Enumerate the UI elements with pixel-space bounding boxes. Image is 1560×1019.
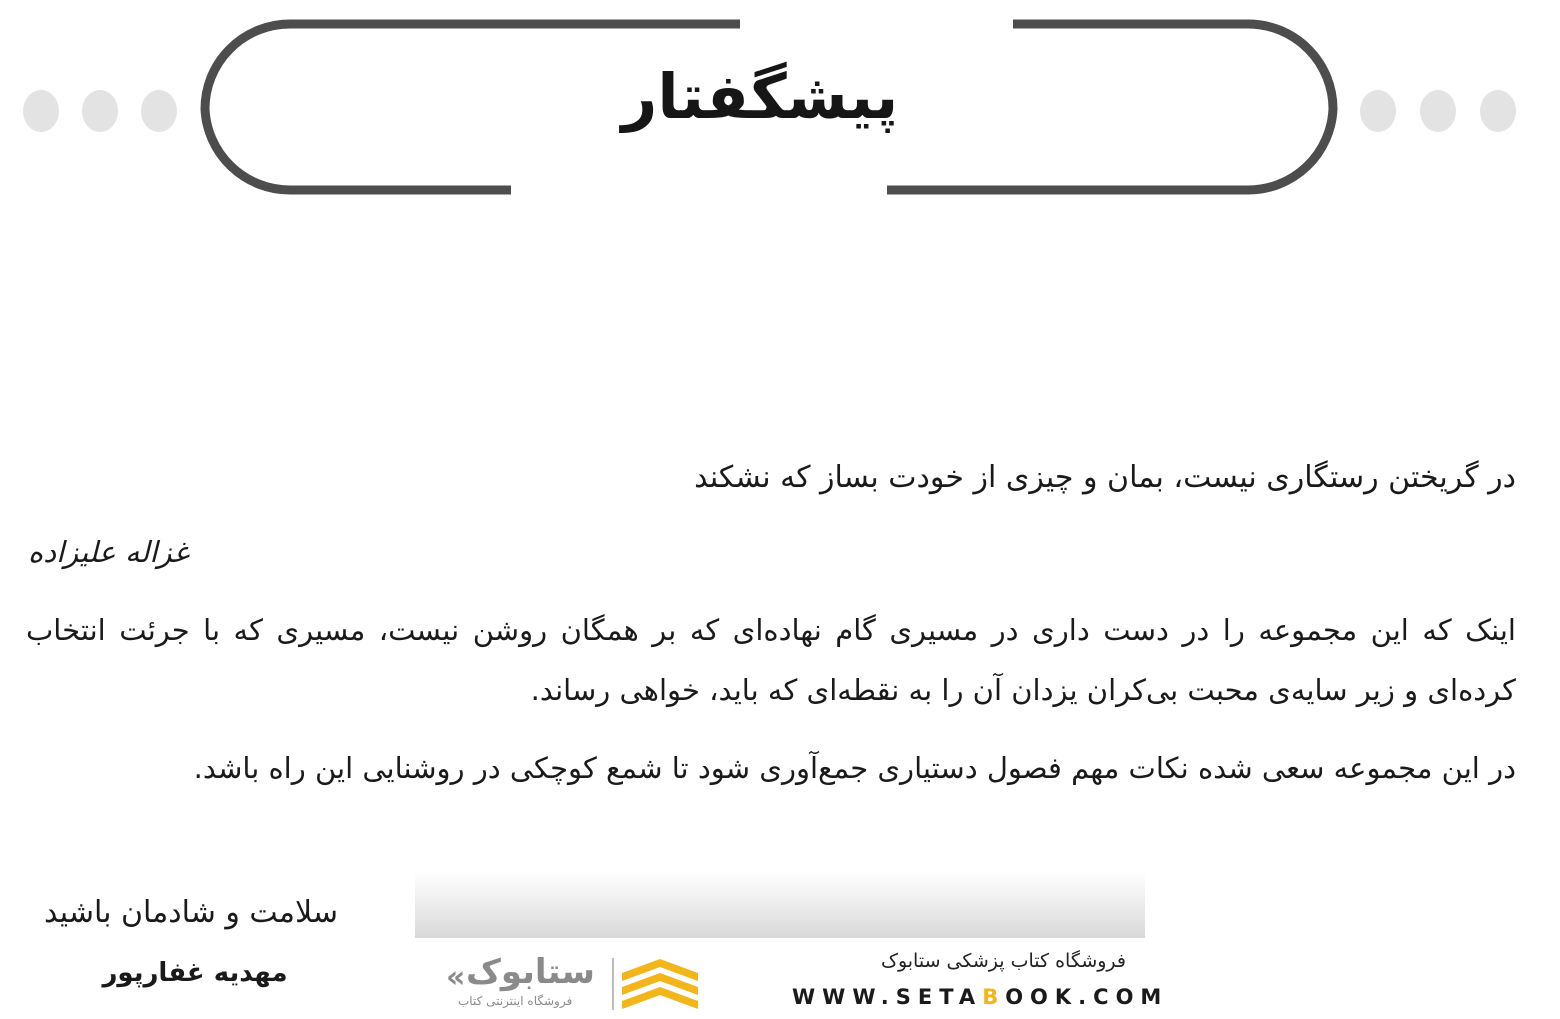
- epigraph-quote: در گریختن رستگاری نیست، بمان و چیزی از خودت بساز که نشکند: [694, 460, 1516, 495]
- decorative-dot-right-1: [1360, 90, 1396, 132]
- logo-divider: [612, 958, 614, 1010]
- store-url-part1: WWW.SETA: [792, 985, 983, 1009]
- decorative-dot-left-3: [141, 90, 177, 132]
- page-title: پیشگفتار: [621, 60, 899, 133]
- body-paragraph-2: در این مجموعه سعی شده نکات مهم فصول دستیاری جمع‌آوری شود تا شمع کوچکی در روشنایی این راه باشد.: [193, 751, 1516, 785]
- logo-chevrons: «: [446, 960, 466, 995]
- store-url[interactable]: [792, 985, 1168, 1009]
- decorative-dot-right-3: [1480, 90, 1516, 132]
- store-url-highlight: B: [982, 985, 1006, 1009]
- decorative-dot-left-2: [82, 90, 118, 132]
- logo-subtitle: فروشگاه اینترنتی کتاب: [458, 994, 573, 1008]
- body-paragraph-1: اینک که این مجموعه را در دست داری در مسیری گام نهاده‌ای که بر همگان روشن نیست، مسیری که با جرئت انتخاب کرده‌ای و زیر سایه‌ی محبت بی‌کران یزدان آن را به نقطه‌ای که باید، خواهی رساند.: [26, 613, 1516, 707]
- store-url-part2: OOK.COM: [1005, 985, 1169, 1009]
- footer-shade: [415, 872, 1145, 938]
- decorative-dot-right-2: [1420, 90, 1456, 132]
- closing-greeting: سلامت و شادمان باشید: [44, 895, 338, 930]
- decorative-dot-left-1: [23, 90, 59, 132]
- signer-name: مهدیه غفارپور: [102, 958, 288, 988]
- store-name: فروشگاه کتاب پزشکی ستابوک: [880, 950, 1126, 972]
- logo-wordmark: ستابوک: [466, 952, 595, 992]
- epigraph-author: غزاله علیزاده: [28, 535, 189, 569]
